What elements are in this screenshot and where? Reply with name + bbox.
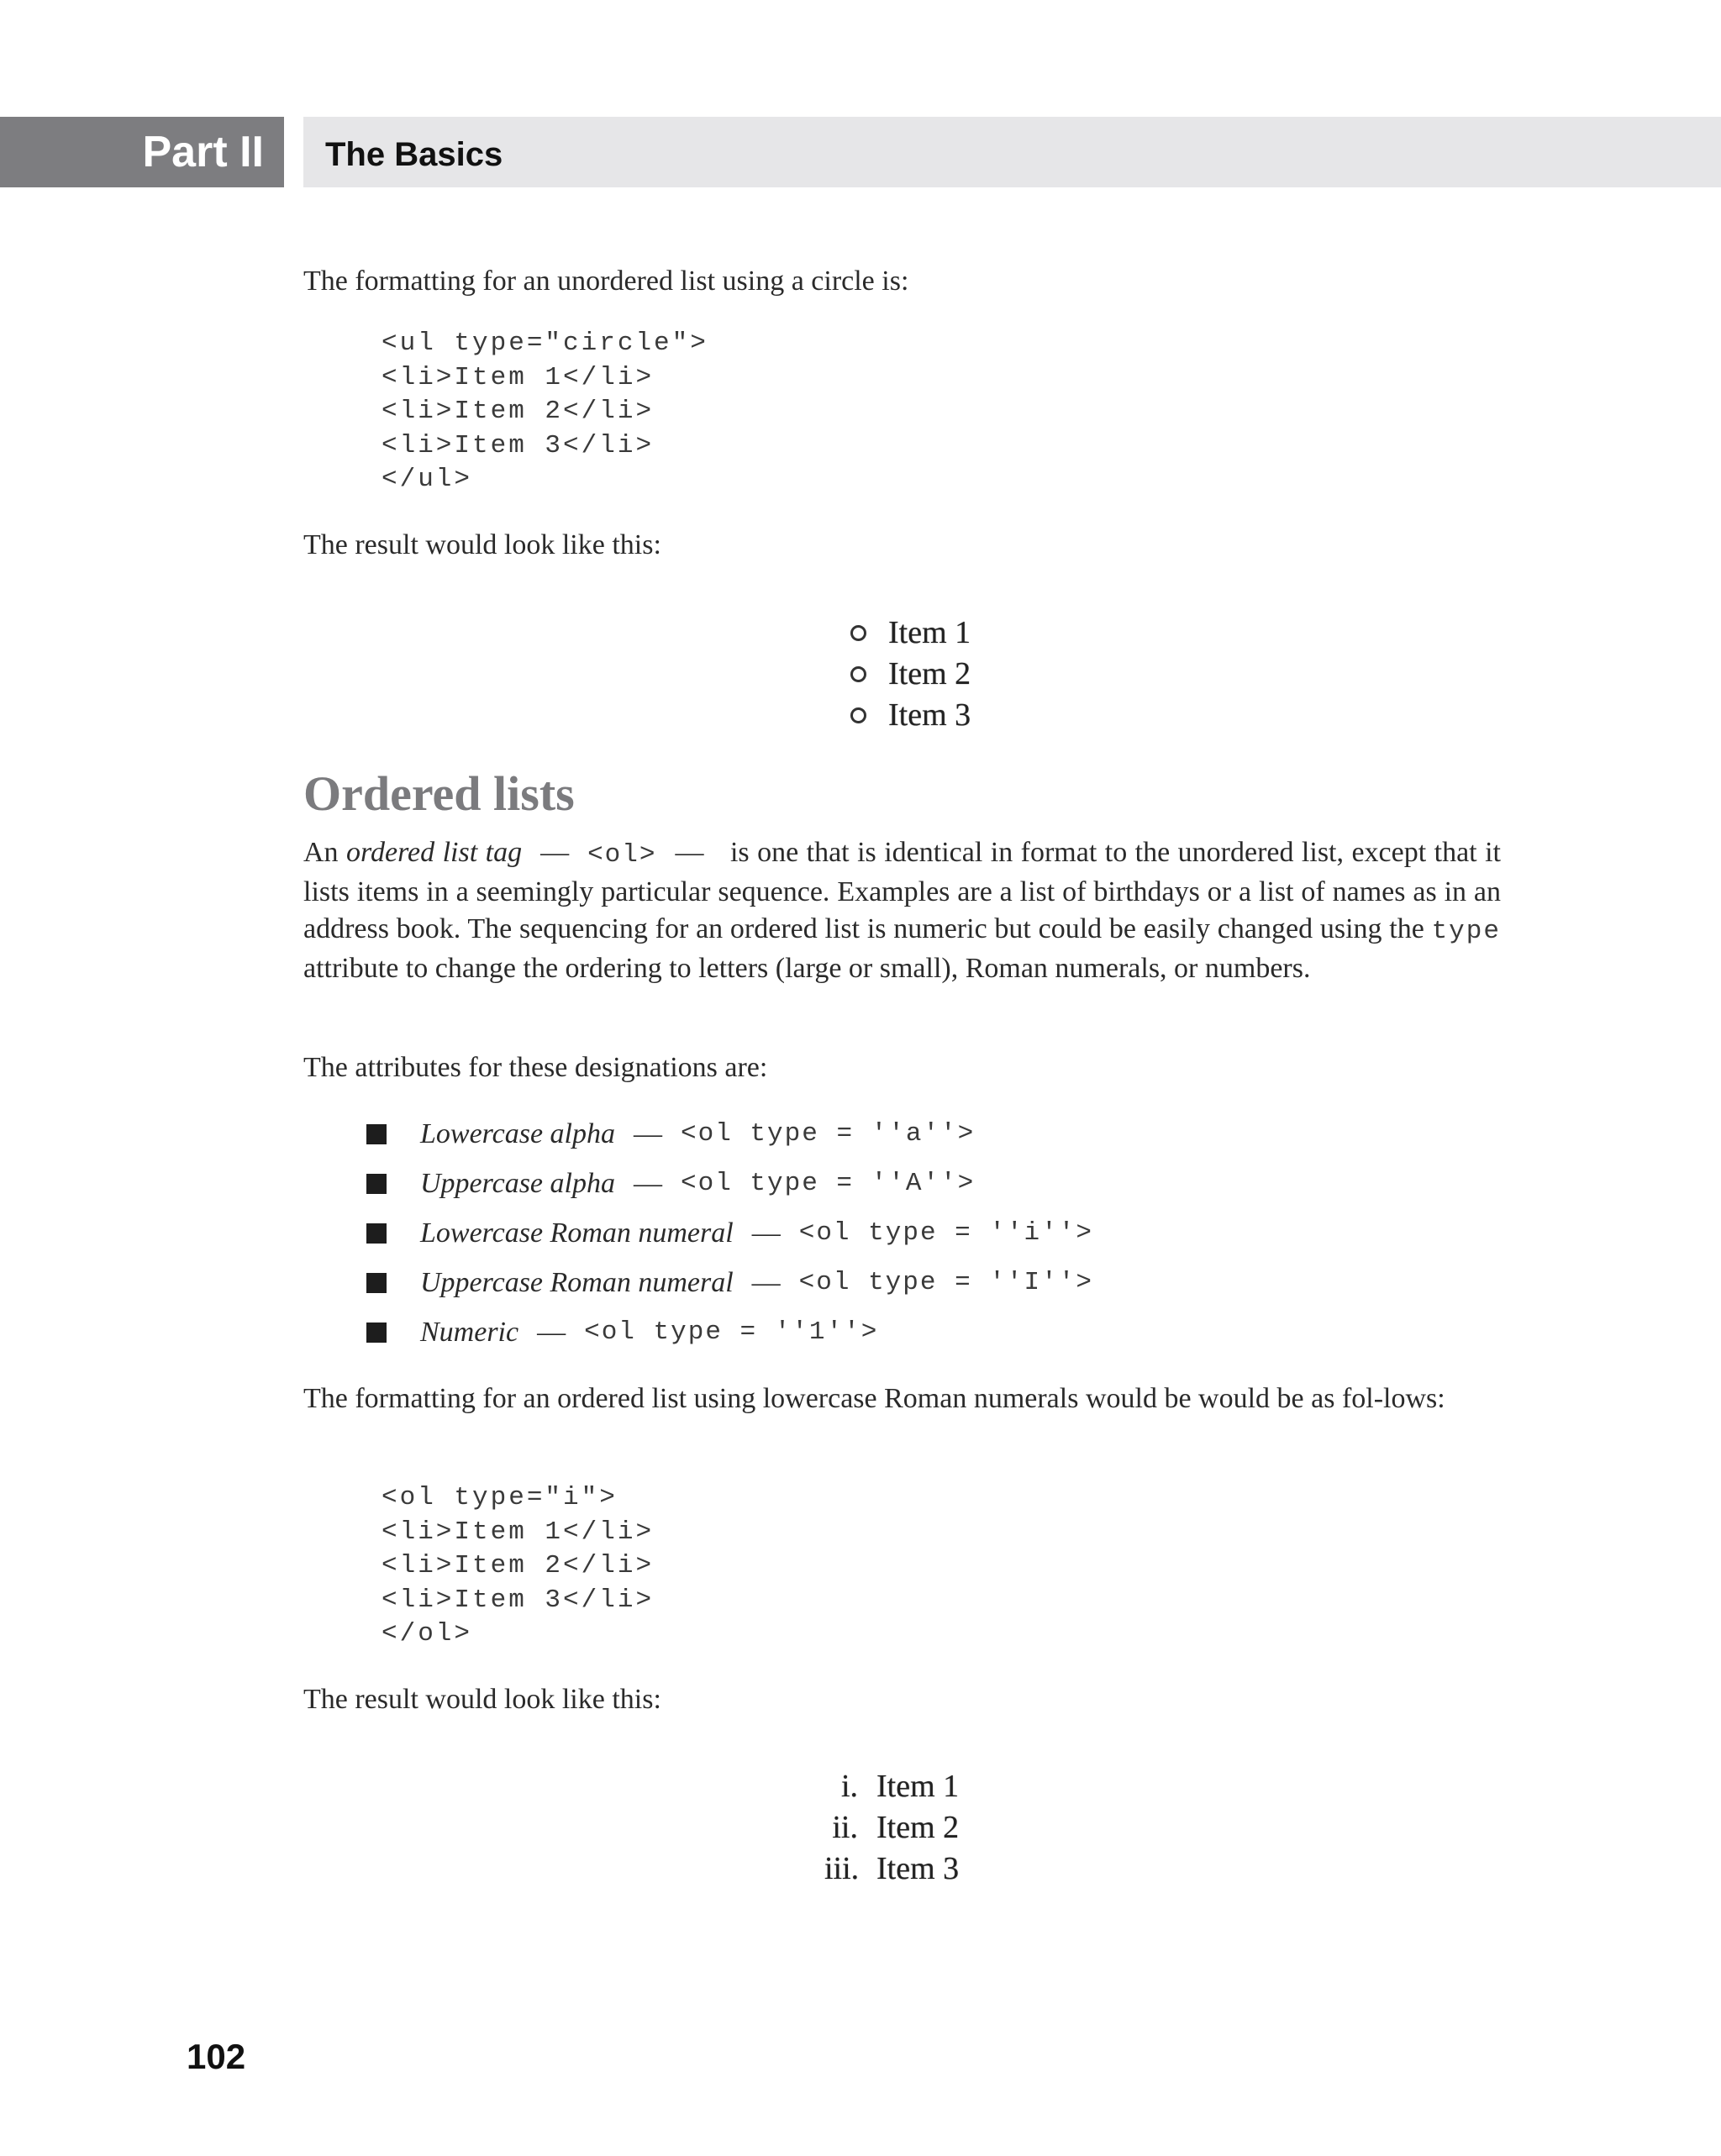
section-title: The Basics [303,117,1721,187]
square-bullet-icon [366,1174,387,1194]
list-item-text: Item 1 [876,1769,960,1804]
roman-list-intro: The formatting for an ordered list using lowercase Roman numerals would be would be as fol-lows: [303,1383,1445,1414]
list-item [366,1159,1093,1208]
section-heading: Ordered lists [303,766,575,821]
list-item [366,1307,1093,1357]
attribute-label: Lowercase Roman numeral [420,1217,734,1249]
list-item [366,1208,1093,1258]
list-item [850,654,971,695]
attribute-label: Uppercase Roman numeral [420,1266,734,1298]
em-dash: — [675,837,704,868]
attribute-code: <ol type = ''a''> [681,1119,976,1149]
page-number: 102 [187,2037,246,2076]
result-intro: The result would look like this: [303,529,661,560]
attribute-label: Lowercase alpha [420,1117,616,1149]
circle-list-code: <ul type="circle"> <li>Item 1</li> <li>Item 2</li> <li>Item 3</li> </ul> [382,329,708,494]
list-item-text: Item 2 [888,656,971,691]
attribute-list [366,1109,1093,1357]
list-item [824,1848,959,1890]
text-run: is one that is identical in format to the unordered list, except that it lists items in a seemingly particular sequence. Examples are a list of birthdays or a list of names as in an address book. The sequencing for an ordered list is numeric but could be easily changed using the [303,837,1501,944]
inline-code: type [1431,917,1501,946]
em-dash: — [633,1167,662,1199]
term-emphasis: ordered list tag [346,837,523,868]
circle-bullet-icon [850,707,866,723]
circle-list-result [850,613,971,736]
circle-list-intro: The formatting for an unordered list using a circle is: [303,266,909,297]
attribute-label: Numeric [420,1316,519,1348]
square-bullet-icon [366,1273,387,1293]
em-dash: — [751,1266,781,1298]
list-item-text: Item 3 [888,697,971,733]
list-item [850,613,971,654]
ordered-list-paragraph [303,834,1501,987]
result-intro: The result would look like this: [303,1684,661,1715]
attribute-code: <ol type = ''1''> [584,1317,879,1347]
attribute-label: Uppercase alpha [420,1167,615,1199]
list-item-text: Item 1 [888,615,971,650]
square-bullet-icon [366,1124,387,1144]
attribute-code: <ol type = ''I''> [798,1268,1093,1297]
attributes-intro: The attributes for these designations are: [303,1052,768,1083]
list-marker: iii. [824,1851,860,1886]
roman-list-code: <ol type="i"> <li>Item 1</li> <li>Item 2</li> <li>Item 3</li> </ol> [382,1483,655,1649]
list-item-text: Item 3 [876,1851,960,1886]
square-bullet-icon [366,1323,387,1343]
em-dash: — [537,1316,566,1348]
list-item [366,1258,1093,1307]
attribute-code: <ol type = ''A''> [680,1169,976,1198]
list-item [824,1807,959,1848]
list-marker: i. [840,1769,858,1804]
circle-bullet-icon [850,666,866,682]
attribute-code: <ol type = ''i''> [798,1218,1093,1248]
circle-bullet-icon [850,625,866,641]
square-bullet-icon [366,1223,387,1244]
em-dash: — [540,837,570,868]
list-item-text: Item 2 [876,1810,960,1845]
em-dash: — [751,1217,781,1249]
part-label: Part II [0,117,284,187]
list-marker: ii. [832,1810,858,1845]
roman-list-result [824,1766,959,1890]
text-run: An [303,837,347,868]
em-dash: — [634,1117,663,1149]
list-item [366,1109,1093,1159]
list-item [824,1766,959,1807]
list-item [850,695,971,736]
inline-code: <ol> [587,840,657,870]
text-run: attribute to change the ordering to letters (large or small), Roman numerals, or numbers. [303,953,1311,984]
